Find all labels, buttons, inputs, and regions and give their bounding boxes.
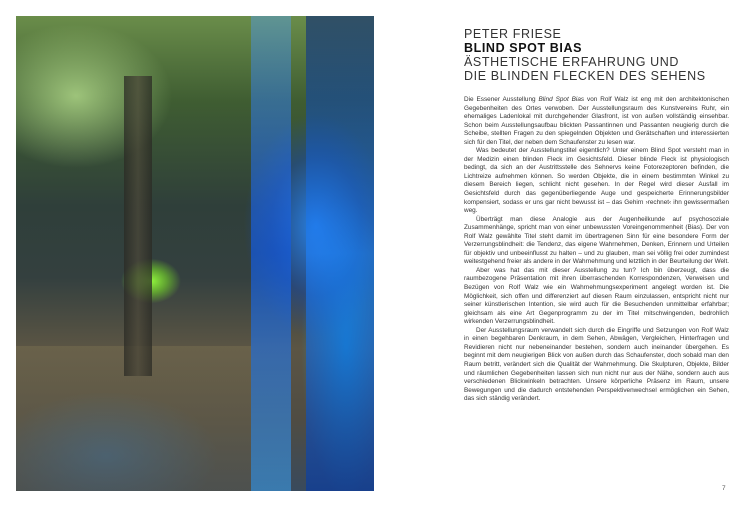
article-subtitle-line2: DIE BLINDEN FLECKEN DES SEHENS bbox=[464, 69, 706, 83]
article-header bbox=[464, 27, 729, 83]
photo-tree-trunk bbox=[124, 76, 152, 376]
article-subtitle-line1: ÄSTHETISCHE ERFAHRUNG UND bbox=[464, 55, 680, 69]
article-title: BLIND SPOT BIAS bbox=[464, 41, 583, 55]
paragraph: Was bedeutet der Ausstellungstitel eigentlich? Unter einem Blind Spot versteht man in der Medizin einen blinden Fleck im Gesichtsfeld. Dieser blinde Fleck ist physiologisch bedingt, da sich an der Austrittsstelle des Sehnervs keine Fotorezeptoren befinden, die Lichtreize aufnehmen können. So werden Objekte, die in einem bestimmten Winkel zu diesem Bereich liegen, schlicht nicht gesehen. In der Regel wird dieser Ausfall im Gesichtsfeld durch das gegenüberliegende Auge und gespeicherte Erinnerungsbilder kompensiert, sodass er uns gar nicht bewusst ist – das Gehirn ›rechnet‹ ihn gewissermaßen weg. bbox=[464, 147, 729, 215]
paragraph: Aber was hat das mit dieser Ausstellung zu tun? Ich bin überzeugt, dass die raumbezogene Präsentation mit ihren überraschenden Korrespondenzen, Verweisen und Bezügen von Rolf Walz wie ein Wahrnehmungsexperiment angelegt worden ist. Die Möglichkeit, sich offen und differenziert auf diesen Raum einzulassen, entspricht nicht nur seiner künstlerischen Intention, sie wird auch für die Besuchenden unmittelbar erfahrbar; gleichsam als eine Art Gegenprogramm zu der im Titel mitschwingenden, bedrohlich wirkenden Verzerrungsblindheit. bbox=[464, 266, 729, 326]
paragraph: Der Ausstellungsraum verwandelt sich durch die Eingriffe und Setzungen von Rolf Walz in einen begehbaren Denkraum, in dem Sehen, Abwägen, Vergleichen, Hinterfragen und Revidieren nicht nur nebeneinander bestehen, sondern auch ineinander übergehen. Es beginnt mit dem neugierigen Blick von außen durch das Schaufenster, doch sobald man den Raum betritt, verändert sich die Qualität der Wahrnehmung. Die Skulpturen, Objekte, Bilder und räumlichen Gegebenheiten lassen sich nun nicht nur aus der Nähe, sondern auch aus verschiedenen Blickwinkeln betrachten. Unsere körperliche Präsenz im Raum, unsere Bewegungen und die dadurch entstehenden Perspektivenwechsel ermöglichen ein Sehen, das sich ständig verändert. bbox=[464, 326, 729, 403]
exhibition-photo bbox=[16, 16, 374, 491]
paragraph: Überträgt man diese Analogie aus der Augenheilkunde auf psychosoziale Zusammenhänge, spricht man von einer unbewussten Voreingenommenheit (Bias). Der von Rolf Walz gewählte Titel steht damit im übertragenen Sinn für eine besondere Form der Verzerrungsblindheit: die Tendenz, das eigene Wahrnehmen, Denken, Erinnern und Urteilen für objektiv und unbeeinflusst zu halten – und zu glauben, man sei völlig frei oder zumindest weitestgehend freier als andere in der Wahrnehmung und letztlich in der Beurteilung der Welt. bbox=[464, 215, 730, 266]
paragraph: Die Essener Ausstellung Blind Spot Bias von Rolf Walz ist eng mit den architektonischen Gegebenheiten des Ortes verwoben. Der Ausstellungsraum des Kunstvereins Ruhr, ein ehemaliges Ladenlokal mit durchgehender Glasfront, ist von außen vollständig einsehbar. Schon beim Ausstellungsaufbau blickten Passantinnen und Passanten neugierig durch die Scheibe, stellten Fragen zu den spiegelnden Objekten und Gerätschaften und interessierten sich für den Titel, der neben dem Schaufenster zu lesen war. bbox=[464, 96, 730, 146]
author-name: PETER FRIESE bbox=[464, 27, 562, 41]
photo-glass-reflection bbox=[251, 16, 291, 491]
photo-glass-panel bbox=[306, 16, 374, 491]
page-number: 7 bbox=[722, 485, 726, 492]
article-body bbox=[464, 96, 729, 404]
